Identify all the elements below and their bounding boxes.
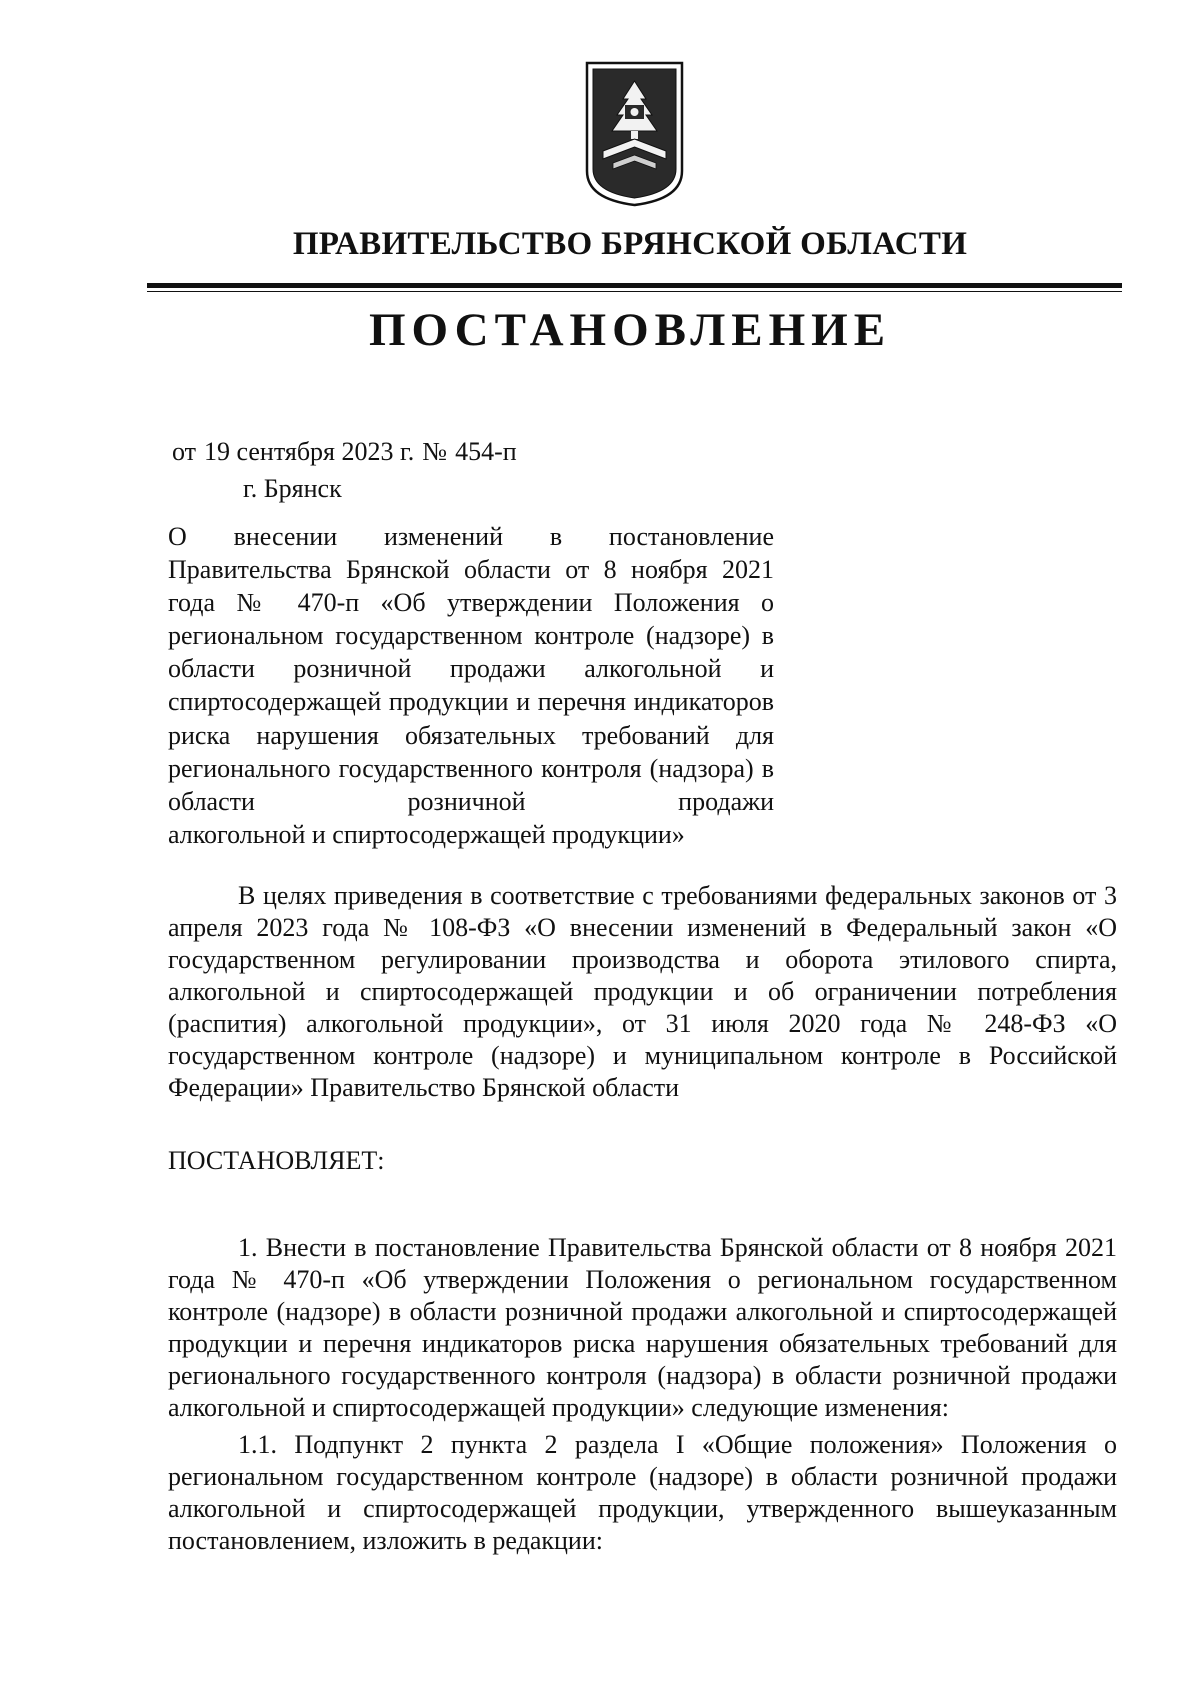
- number-sign: №: [422, 437, 448, 466]
- date-number-line: [172, 437, 525, 467]
- document-date: 19 сентября 2023 г.: [204, 437, 415, 466]
- resolves-heading: ПОСТАНОВЛЯЕТ:: [168, 1146, 385, 1175]
- subject-last-line: алкогольной и спиртосодержащей продукции»: [168, 819, 685, 849]
- document-subject: [168, 520, 774, 851]
- document-number: 454-п: [455, 437, 517, 466]
- header-rule-thin: [147, 291, 1122, 292]
- document-kind-title: ПОСТАНОВЛЕНИЕ: [368, 304, 892, 356]
- government-name: ПРАВИТЕЛЬСТВО БРЯНСКОЙ ОБЛАСТИ: [292, 226, 968, 262]
- preamble-paragraph: В целях приведения в соответствие с требованиями федеральных законов от 3 апреля 2023 года № 108-ФЗ «О внесении изменений в Федеральный закон «О государственном регулировании производства и оборота этилового спирта, алкогольной и спиртосодержащей продукции и об ограничении потребления (распития) алкогольной продукции», от 31 июля 2020 года № 248-ФЗ «О государственном контроле (надзоре) и муниципальном контроле в Российской Федерации» Правительство Брянской области: [168, 881, 1117, 1102]
- date-prefix: от: [172, 437, 197, 466]
- header-rule-thick: [147, 283, 1122, 288]
- item-1-1-paragraph: 1.1. Подпункт 2 пункта 2 раздела I «Общие положения» Положения о региональном государственном контроле (надзоре) в области розничной продажи алкогольной и спиртосодержащей продукции, утвержденного вышеуказанным постановлением, изложить в редакции:: [168, 1430, 1117, 1555]
- document-city: г. Брянск: [243, 474, 342, 503]
- bryansk-oblast-coat-of-arms-icon: [583, 59, 686, 207]
- item-1-paragraph: 1. Внести в постановление Правительства Брянской области от 8 ноября 2021 года № 470-п «Об утверждении Положения о региональном государственном контроле (надзоре) в области розничной продажи алкогольной и спиртосодержащей продукции и перечня индикаторов риска нарушения обязательных требований для регионального государственного контроля (надзора) в области розничной продажи алкогольной и спиртосодержащей продукции» следующие изменения:: [168, 1233, 1117, 1422]
- subject-text: О внесении изменений в постановление Правительства Брянской области от 8 ноября 2021 года № 470-п «Об утверждении Положения о региональном государственном контроле (надзоре) в области розничной продажи алкогольной и спиртосодержащей продукции и перечня индикаторов риска нарушения обязательных требований для регионального государственного контроля (надзора) в области розничной продажи: [168, 522, 774, 816]
